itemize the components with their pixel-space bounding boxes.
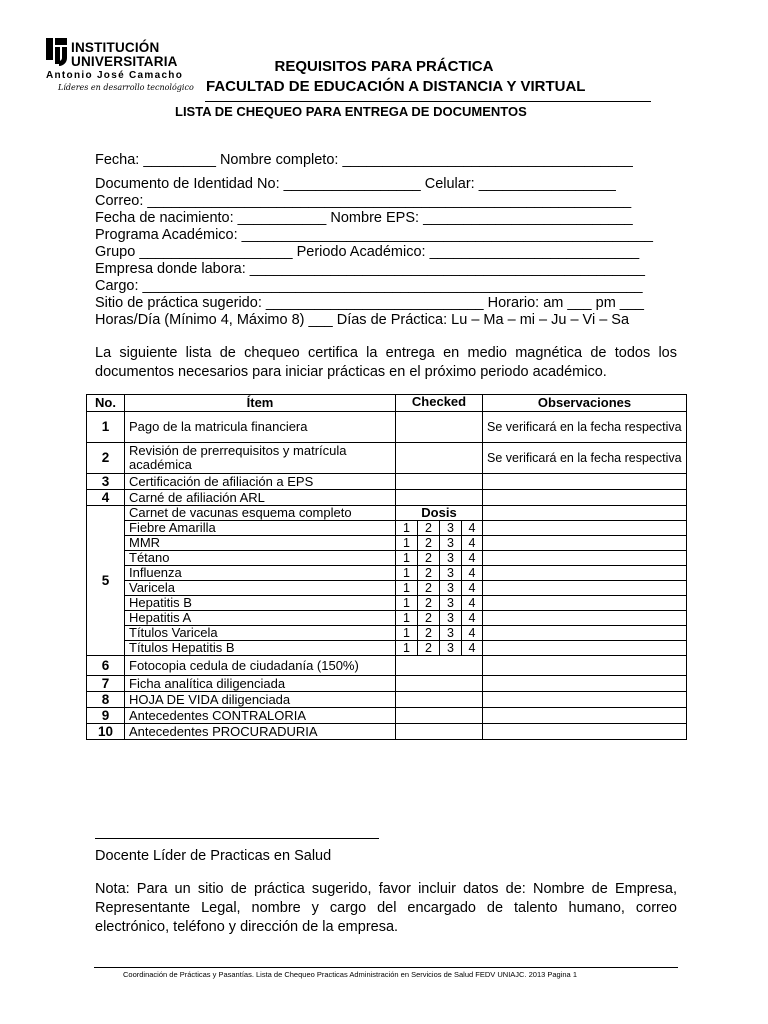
check-cell[interactable] xyxy=(396,490,483,506)
dose-1[interactable]: 1 xyxy=(396,551,418,566)
note-paragraph: Nota: Para un sitio de práctica sugerido, favor incluir datos de: Nombre de Empresa, Representante Legal, nombre y cargo del encargado de talento humano, correo electrónico, teléfono y dirección de la empresa. xyxy=(95,881,677,935)
dose-1[interactable]: 1 xyxy=(396,641,418,656)
dose-1[interactable]: 1 xyxy=(396,596,418,611)
header-obs: Observaciones xyxy=(483,395,687,412)
vaccine-row xyxy=(87,611,687,626)
row-number: 8 xyxy=(87,692,125,708)
vaccine-name: Tétano xyxy=(125,551,396,566)
header-item: Ítem xyxy=(125,395,396,412)
logo-tagline: Líderes en desarrollo tecnológico xyxy=(58,83,194,92)
dosis-header: Dosis xyxy=(396,506,483,521)
table-row xyxy=(87,474,687,490)
dose-3[interactable]: 3 xyxy=(440,536,462,551)
row-number: 10 xyxy=(87,724,125,740)
form-line-cargo: Cargo: ______________________________________________________________ xyxy=(95,278,643,294)
dose-2[interactable]: 2 xyxy=(418,596,440,611)
vaccine-row xyxy=(87,536,687,551)
form-line-nacimiento: Fecha de nacimiento: ___________ Nombre EPS: __________________________ xyxy=(95,210,633,226)
dose-2[interactable]: 2 xyxy=(418,581,440,596)
row-obs xyxy=(483,676,687,692)
row-obs: Se verificará en la fecha respectiva xyxy=(483,412,687,443)
row-number: 2 xyxy=(87,443,125,474)
student-form xyxy=(95,152,680,329)
dose-1[interactable]: 1 xyxy=(396,626,418,641)
form-line-programa: Programa Académico: ___________________________________________________ xyxy=(95,227,653,243)
vaccine-row xyxy=(87,641,687,656)
dose-4[interactable]: 4 xyxy=(462,626,483,641)
row-item: Fotocopia cedula de ciudadanía (150%) xyxy=(125,656,396,676)
row-item: Carné de afiliación ARL xyxy=(125,490,396,506)
row-number: 5 xyxy=(87,506,125,656)
check-cell[interactable] xyxy=(396,474,483,490)
check-cell[interactable] xyxy=(396,708,483,724)
check-cell[interactable] xyxy=(396,724,483,740)
form-line-correo: Correo: ____________________________________________________________ xyxy=(95,193,632,209)
dose-3[interactable]: 3 xyxy=(440,626,462,641)
dose-2[interactable]: 2 xyxy=(418,536,440,551)
table-row-vaccines xyxy=(87,506,687,521)
table-header-row xyxy=(87,395,687,412)
row-item: Pago de la matricula financiera xyxy=(125,412,396,443)
vaccine-name: Varicela xyxy=(125,581,396,596)
dose-1[interactable]: 1 xyxy=(396,581,418,596)
dose-2[interactable]: 2 xyxy=(418,521,440,536)
check-cell[interactable] xyxy=(396,656,483,676)
vaccine-row xyxy=(87,581,687,596)
title-rule xyxy=(205,101,651,102)
dose-2[interactable]: 2 xyxy=(418,566,440,581)
dose-2[interactable]: 2 xyxy=(418,641,440,656)
check-cell[interactable] xyxy=(396,692,483,708)
row-obs xyxy=(483,641,687,656)
vaccine-row xyxy=(87,551,687,566)
row-obs xyxy=(483,551,687,566)
dose-1[interactable]: 1 xyxy=(396,611,418,626)
table-row xyxy=(87,443,687,474)
dose-3[interactable]: 3 xyxy=(440,566,462,581)
row-obs xyxy=(483,611,687,626)
vaccine-row xyxy=(87,626,687,641)
row-obs xyxy=(483,566,687,581)
dose-2[interactable]: 2 xyxy=(418,626,440,641)
dose-1[interactable]: 1 xyxy=(396,521,418,536)
row-obs xyxy=(483,626,687,641)
vaccine-row xyxy=(87,596,687,611)
row-number: 7 xyxy=(87,676,125,692)
row-obs xyxy=(483,506,687,521)
intro-paragraph: La siguiente lista de chequeo certifica la entrega en medio magnética de todos los documentos necesarios para iniciar prácticas en el próximo periodo académico. xyxy=(95,345,677,380)
logo-line3: Antonio José Camacho xyxy=(46,70,184,81)
dose-4[interactable]: 4 xyxy=(462,566,483,581)
dose-1[interactable]: 1 xyxy=(396,566,418,581)
vaccine-name: Títulos Varicela xyxy=(125,626,396,641)
dose-1[interactable]: 1 xyxy=(396,536,418,551)
row-item: Ficha analítica diligenciada xyxy=(125,676,396,692)
table-row xyxy=(87,708,687,724)
row-obs xyxy=(483,708,687,724)
table-row xyxy=(87,676,687,692)
document-title: REQUISITOS PARA PRÁCTICA xyxy=(274,58,494,75)
dose-3[interactable]: 3 xyxy=(440,596,462,611)
form-line-horas: Horas/Día (Mínimo 4, Máximo 8) ___ Días de Práctica: Lu – Ma – mi – Ju – Vi – Sa xyxy=(95,312,630,328)
table-row xyxy=(87,724,687,740)
vaccine-row xyxy=(87,566,687,581)
dose-3[interactable]: 3 xyxy=(440,641,462,656)
vaccine-name: Influenza xyxy=(125,566,396,581)
dose-3[interactable]: 3 xyxy=(440,521,462,536)
signature-line xyxy=(95,838,379,839)
row-number: 9 xyxy=(87,708,125,724)
dose-3[interactable]: 3 xyxy=(440,611,462,626)
form-line-fecha: Fecha: _________ Nombre completo: ____________________________________ xyxy=(95,152,633,168)
row-item: Antecedentes PROCURADURIA xyxy=(125,724,396,740)
row-number: 1 xyxy=(87,412,125,443)
row-obs xyxy=(483,724,687,740)
footer-rule xyxy=(94,967,678,968)
row-obs xyxy=(483,521,687,536)
row-item: HOJA DE VIDA diligenciada xyxy=(125,692,396,708)
vaccine-name: MMR xyxy=(125,536,396,551)
vaccine-name: Fiebre Amarilla xyxy=(125,521,396,536)
row-obs xyxy=(483,474,687,490)
dose-4[interactable]: 4 xyxy=(462,611,483,626)
dose-4[interactable]: 4 xyxy=(462,581,483,596)
dose-4[interactable]: 4 xyxy=(462,536,483,551)
dose-4[interactable]: 4 xyxy=(462,596,483,611)
row-item: Carnet de vacunas esquema completo xyxy=(125,506,396,521)
dose-2[interactable]: 2 xyxy=(418,611,440,626)
row-item: Antecedentes CONTRALORIA xyxy=(125,708,396,724)
check-cell[interactable] xyxy=(396,676,483,692)
row-obs xyxy=(483,692,687,708)
table-row xyxy=(87,412,687,443)
dose-4[interactable]: 4 xyxy=(462,641,483,656)
vaccine-name: Hepatitis A xyxy=(125,611,396,626)
row-number: 3 xyxy=(87,474,125,490)
dose-4[interactable]: 4 xyxy=(462,551,483,566)
checklist-title: LISTA DE CHEQUEO PARA ENTREGA DE DOCUMENTOS xyxy=(175,104,527,119)
dose-4[interactable]: 4 xyxy=(462,521,483,536)
check-cell[interactable] xyxy=(396,412,483,443)
row-obs: Se verificará en la fecha respectiva xyxy=(483,443,687,474)
row-obs xyxy=(483,581,687,596)
form-line-sitio: Sitio de práctica sugerido: ___________________________ Horario: am ___ pm ___ xyxy=(95,295,644,311)
checklist-table xyxy=(86,394,687,740)
header-no: No. xyxy=(87,395,125,412)
dose-3[interactable]: 3 xyxy=(440,581,462,596)
form-line-empresa: Empresa donde labora: _________________________________________________ xyxy=(95,261,645,277)
faculty-title: FACULTAD DE EDUCACIÓN A DISTANCIA Y VIRTUAL xyxy=(206,78,586,95)
table-row xyxy=(87,656,687,676)
form-line-grupo: Grupo ___________________ Periodo Académico: __________________________ xyxy=(95,244,640,260)
row-obs xyxy=(483,596,687,611)
table-row xyxy=(87,490,687,506)
form-line-documento: Documento de Identidad No: _________________ Celular: _________________ xyxy=(95,176,616,192)
signature-label: Docente Líder de Practicas en Salud xyxy=(95,848,332,864)
row-obs xyxy=(483,656,687,676)
check-cell[interactable] xyxy=(396,443,483,474)
vaccine-row xyxy=(87,521,687,536)
dose-3[interactable]: 3 xyxy=(440,551,462,566)
row-number: 4 xyxy=(87,490,125,506)
logo-line2: UNIVERSITARIA xyxy=(71,54,178,69)
header-checked: Checked xyxy=(396,395,483,412)
row-obs xyxy=(483,536,687,551)
row-item: Revisión de prerrequisitos y matrícula académica xyxy=(125,443,396,474)
row-number: 6 xyxy=(87,656,125,676)
table-row xyxy=(87,692,687,708)
vaccine-name: Títulos Hepatitis B xyxy=(125,641,396,656)
logo-line1: INSTITUCIÓN xyxy=(71,40,160,55)
dose-2[interactable]: 2 xyxy=(418,551,440,566)
row-item: Certificación de afiliación a EPS xyxy=(125,474,396,490)
row-obs xyxy=(483,490,687,506)
vaccine-name: Hepatitis B xyxy=(125,596,396,611)
page-footer: Coordinación de Prácticas y Pasantías. Lista de Chequeo Practicas Administración en Servicios de Salud FEDV UNIAJC. 2013 Pagina 1 xyxy=(123,970,577,979)
